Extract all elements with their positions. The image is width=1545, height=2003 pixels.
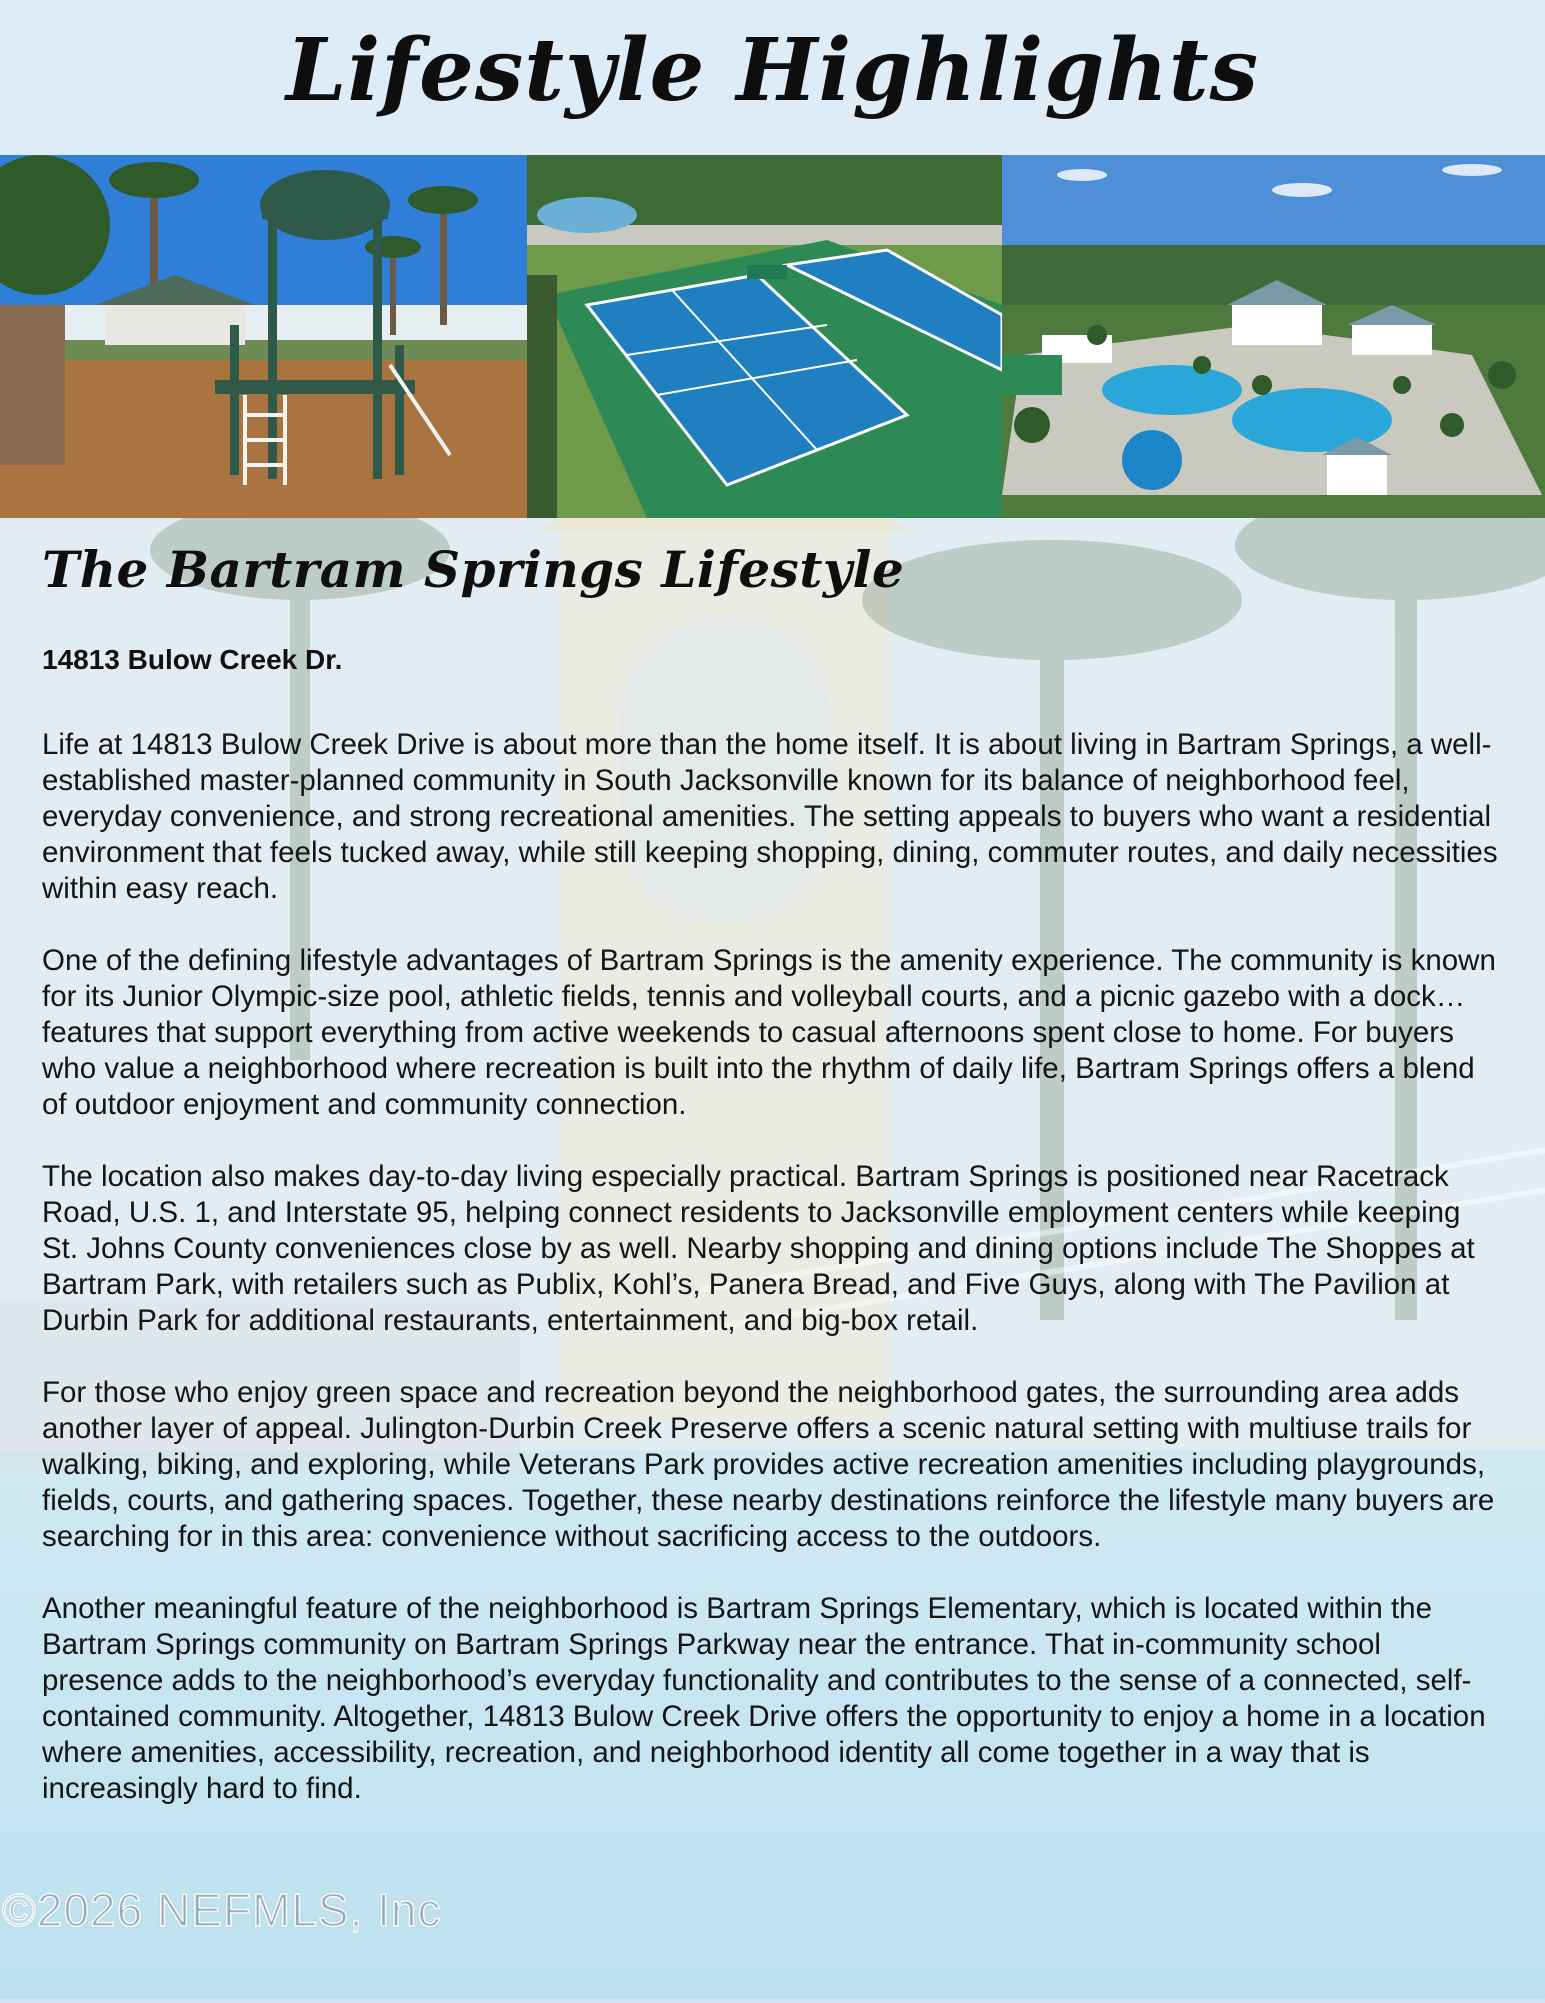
paragraph: For those who enjoy green space and recreation beyond the neighborhood gates, the surrounding area adds another layer of appeal. Julington-Durbin Creek Preserve offers a scenic natural setting with multiuse trails for walking, biking, and exploring, while Veterans Park provides active recreation amenities including playgrounds, fields, courts, and gathering spaces. Together, these nearby destinations reinforce the lifestyle many buyers are searching for in this area: convenience without sacrificing access to the outdoors. (42, 1376, 1495, 1553)
copyright-watermark: ©2026 NEFMLS, Inc (2, 1884, 442, 1936)
section-heading: The Bartram Springs Lifestyle (42, 540, 905, 599)
aerial-amenity-center-photo (1002, 155, 1545, 518)
playground-photo (0, 155, 527, 518)
page-title: Lifestyle Highlights (285, 20, 1259, 121)
paragraph: Another meaningful feature of the neighborhood is Bartram Springs Elementary, which is located within the Bartram Springs community on Bartram Springs Parkway near the entrance. That in-community school presence adds to the neighborhood’s everyday functionality and contributes to the sense of a connected, self-contained community. Altogether, 14813 Bulow Creek Drive offers the opportunity to enjoy a home in a location where amenities, accessibility, recreation, and neighborhood identity all come together in a way that is increasingly hard to find. (42, 1592, 1486, 1805)
paragraph: One of the defining lifestyle advantages of Bartram Springs is the amenity experience. The community is known for its Junior Olympic-size pool, athletic fields, tennis and volleyball courts, and a picnic gazebo with a dock… features that support everything from active weekends to casual afternoons spent close to home. For buyers who value a neighborhood where recreation is built into the rhythm of daily life, Bartram Springs offers a blend of outdoor enjoyment and community connection. (42, 944, 1496, 1121)
body-text (42, 727, 1504, 1843)
paragraph: The location also makes day-to-day living especially practical. Bartram Springs is positioned near Racetrack Road, U.S. 1, and Interstate 95, helping connect residents to Jacksonville employment centers while keeping St. Johns County conveniences close by as well. Nearby shopping and dining options include The Shoppes at Bartram Park, with retailers such as Publix, Kohl’s, Panera Bread, and Five Guys, along with The Pavilion at Durbin Park for additional restaurants, entertainment, and big-box retail. (42, 1160, 1475, 1337)
tennis-courts-photo (527, 155, 1002, 518)
property-address: 14813 Bulow Creek Dr. (42, 644, 343, 675)
header-banner (0, 0, 1545, 155)
paragraph: Life at 14813 Bulow Creek Drive is about more than the home itself. It is about living in Bartram Springs, a well-established master-planned community in South Jacksonville known for its balance of neighborhood feel, everyday convenience, and strong recreational amenities. The setting appeals to buyers who want a residential environment that feels tucked away, while still keeping shopping, dining, commuter routes, and daily necessities within easy reach. (42, 728, 1498, 905)
photo-strip (0, 155, 1545, 518)
